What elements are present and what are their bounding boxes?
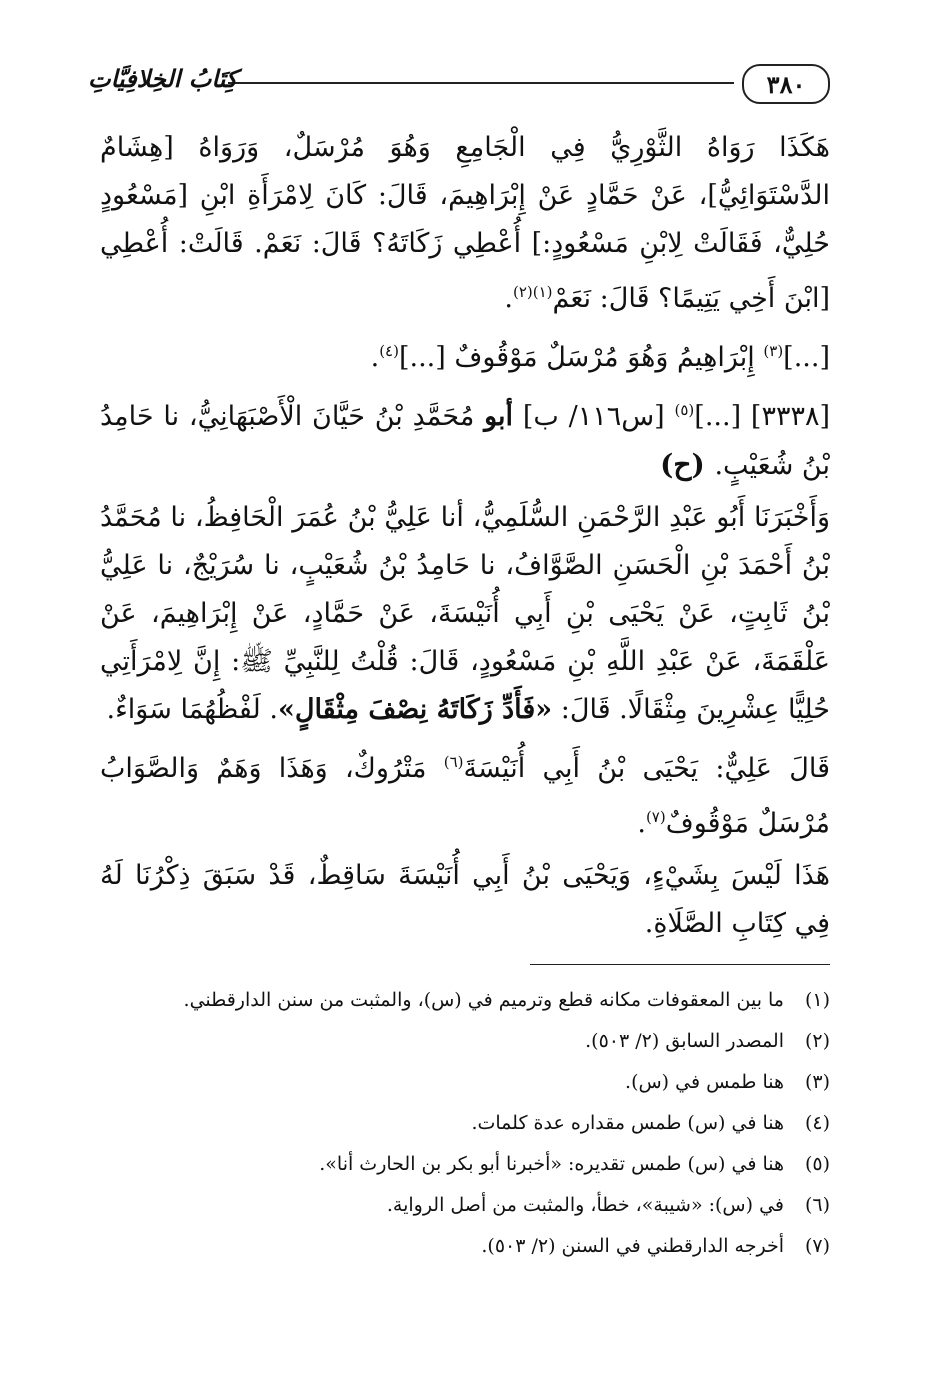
page-number-badge	[742, 64, 830, 104]
paragraph-2	[100, 327, 830, 382]
footnote-text: هنا طمس في (س).	[625, 1071, 784, 1093]
footnote	[180, 1234, 830, 1275]
page-header	[88, 60, 830, 108]
footnote	[180, 1029, 830, 1070]
paragraph-5-end: .	[637, 808, 646, 839]
footnote-number: (٤)	[804, 1112, 830, 1134]
footnote-number: (٦)	[804, 1194, 830, 1216]
paragraph-6-text: هَذَا لَيْسَ بِشَيْءٍ، وَيَحْيَى بْنُ أَبِي أُنَيْسَةَ سَاقِطٌ، قَدْ سَبَقَ ذِكْرُنَا لَهُ فِي كِتَابِ الصَّلَاةِ.	[100, 860, 830, 939]
footnote	[180, 1193, 830, 1234]
footnote-ref-7: (٧)	[645, 808, 666, 826]
paragraph-3	[100, 386, 830, 490]
paragraph-2-end: .	[370, 342, 380, 373]
footnote-number: (٣)	[804, 1071, 830, 1093]
paragraph-2-middle: إِبْرَاهِيمُ وَهُوَ مُرْسَلٌ مَوْقُوفٌ [...]	[398, 342, 764, 373]
footnote-number: (٧)	[804, 1235, 830, 1257]
hadith-number: [٣٣٣٨] [...]	[694, 401, 830, 432]
manuscript-ref: [س١١٦/ ب]	[513, 401, 675, 432]
footnote-number: (٥)	[804, 1153, 830, 1175]
footnote-number: (١)	[804, 989, 830, 1011]
footnote-ref-5: (٥)	[674, 401, 695, 419]
prophetic-quote: «فَأَدِّ زَكَاتَهُ نِصْفَ مِثْقَالٍ»	[277, 694, 553, 725]
paragraph-6	[100, 852, 830, 948]
footnote-text: هنا في (س) طمس تقديره: «أخبرنا أبو بكر بن الحارث أنا».	[319, 1153, 784, 1175]
footnote-text: أخرجه الدارقطني في السنن (٢/ ٥٠٣).	[481, 1235, 784, 1257]
paragraph-5-middle: مَتْرُوكٌ، وَهَذَا وَهَمٌ وَالصَّوَابُ مُرْسَلٌ مَوْقُوفٌ	[100, 753, 830, 839]
footnote-text: في (س): «شيبة»، خطأ، والمثبت من أصل الرواية.	[386, 1194, 784, 1216]
footnote	[180, 1070, 830, 1111]
footnote	[180, 988, 830, 1029]
footnote-text: هنا في (س) طمس مقداره عدة كلمات.	[471, 1112, 784, 1134]
header-rule	[228, 82, 734, 84]
tahwil-mark: (ح)	[660, 448, 715, 481]
footnote-text: المصدر السابق (٢/ ٥٠٣).	[585, 1030, 784, 1052]
paragraph-1-end: .	[504, 283, 513, 314]
footnote-ref-4: (٤)	[379, 342, 399, 360]
book-title: كِتَابُ الخِلافِيَّاتِ	[88, 64, 238, 93]
main-text	[100, 124, 830, 948]
footnote-separator	[530, 964, 830, 965]
paragraph-1	[100, 124, 830, 323]
footnote-ref-1-2: (١)(٢)	[512, 283, 553, 301]
footnote-text: ما بين المعقوفات مكانه قطع وترميم في (س)، والمثبت من سنن الدارقطني.	[183, 989, 784, 1011]
paragraph-3-bold: أبو	[484, 401, 514, 432]
paragraph-5	[100, 738, 830, 848]
paragraph-4-text: وَأَخْبَرَنَا أَبُو عَبْدِ الرَّحْمَنِ السُّلَمِيُّ، أنا عَلِيُّ بْنُ عُمَرَ الْحَافِظُ، نا مُحَمَّدُ بْنُ أَحْمَدَ بْنِ الْحَسَنِ الصَّوَّافُ، نا حَامِدُ بْنُ شُعَيْبٍ، نا سُرَيْجٌ، نا عَلِيُّ بْنُ ثَابِتٍ، عَنْ يَحْيَى بْنِ أَبِي أُنَيْسَةَ، عَنْ حَمَّادٍ، عَنْ إِبْرَاهِيمَ، عَنْ عَلْقَمَةَ، عَنْ عَبْدِ اللَّهِ بْنِ مَسْعُودٍ، قَالَ: قُلْتُ لِلنَّبِيِّ ﷺ: إِنَّ لِامْرَأَتِي حُلِيًّا عِشْرِينَ مِثْقَالًا. قَالَ:	[100, 502, 831, 725]
footnotes	[180, 988, 830, 1275]
paragraph-3-rest: مُحَمَّدِ بْنُ حَيَّانَ الْأَصْبَهَانِيُّ، نا حَامِدُ بْنُ شُعَيْبٍ.	[100, 401, 830, 481]
paragraph-2-start: [...]	[783, 342, 830, 373]
footnote	[180, 1111, 830, 1152]
footnote-ref-6: (٦)	[443, 753, 464, 771]
paragraph-4-end: . لَفْظُهُمَا سَوَاءٌ.	[106, 694, 278, 725]
paragraph-5-start: قَالَ عَلِيٌّ: يَحْيَى بْنُ أَبِي أُنَيْسَةَ	[463, 753, 830, 784]
footnote-number: (٢)	[804, 1030, 830, 1052]
paragraph-1-text: هَكَذَا رَوَاهُ الثَّوْرِيُّ فِي الْجَامِعِ وَهُوَ مُرْسَلٌ، وَرَوَاهُ [هِشَامٌ الدَّسْتَوَائِيُّ]، عَنْ حَمَّادٍ عَنْ إِبْرَاهِيمَ، قَالَ: كَانَ لِامْرَأَةِ ابْنِ [مَسْعُودٍ حُلِيٌّ، فَقَالَتْ لِابْنِ مَسْعُودٍ:] أُعْطِي زَكَاتَهُ؟ قَالَ: نَعَمْ. قَالَتْ: أُعْطِي [ابْنَ أَخِي يَتِيمًا؟ قَالَ: نَعَمْ	[100, 132, 830, 314]
paragraph-4	[100, 494, 830, 734]
footnote-ref-3: (٣)	[763, 342, 784, 360]
page-number: ٣٨٠	[766, 69, 806, 99]
footnote	[180, 1152, 830, 1193]
